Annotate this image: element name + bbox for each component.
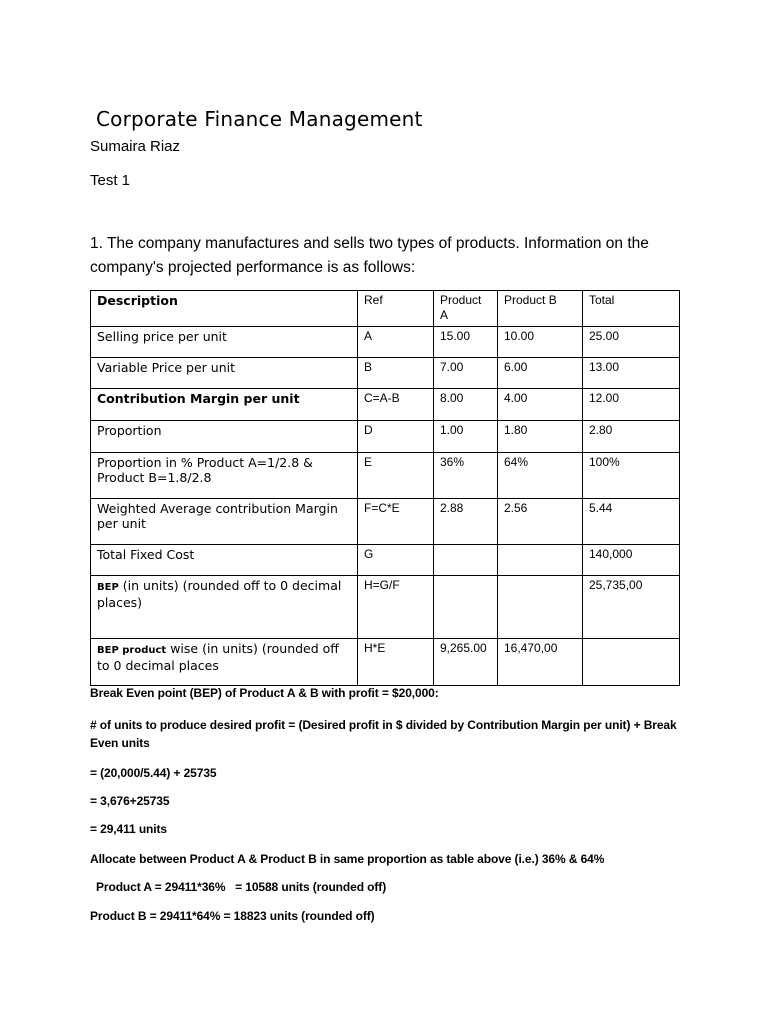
note-product-a: Product A = 29411*36% = 10588 units (rounded off): [96, 880, 387, 894]
row-product-b: 4.00: [498, 389, 583, 421]
row-product-a: 7.00: [434, 358, 498, 389]
note-bep-profit-heading: Break Even point (BEP) of Product A & B with profit = $20,000:: [90, 686, 439, 700]
table-row: [91, 453, 680, 499]
row-total: 140,000: [583, 545, 680, 576]
table-row: [91, 421, 680, 453]
row-product-a: 15.00: [434, 327, 498, 358]
row-description-prefix: BEP: [97, 582, 119, 593]
row-product-a: [434, 545, 498, 576]
row-total: 12.00: [583, 389, 680, 421]
row-description: Contribution Margin per unit: [91, 389, 358, 421]
document-title: Corporate Finance Management: [96, 107, 423, 131]
row-ref: H=G/F: [358, 576, 434, 639]
row-ref: C=A-B: [358, 389, 434, 421]
row-description-text: (in units) (rounded off to 0 decimal places): [97, 578, 342, 610]
row-product-a: [434, 576, 498, 639]
row-product-b: 1.80: [498, 421, 583, 453]
table-row: [91, 499, 680, 545]
row-product-a: 8.00: [434, 389, 498, 421]
row-description: [91, 639, 358, 686]
note-step-1: = (20,000/5.44) + 25735: [90, 766, 217, 780]
row-description: Variable Price per unit: [91, 358, 358, 389]
row-product-a: 2.88: [434, 499, 498, 545]
table-header-row: [91, 291, 680, 327]
row-total: [583, 639, 680, 686]
row-description: [91, 576, 358, 639]
header-total: Total: [583, 291, 680, 327]
row-ref: F=C*E: [358, 499, 434, 545]
performance-table: [90, 290, 680, 686]
note-formula: # of units to produce desired profit = (Desired profit in $ divided by Contribution Margin per unit) + Break Even units: [90, 718, 677, 750]
table-row: [91, 545, 680, 576]
header-ref: Ref: [358, 291, 434, 327]
row-description: Selling price per unit: [91, 327, 358, 358]
row-product-a: 9,265.00: [434, 639, 498, 686]
row-product-a: 36%: [434, 453, 498, 499]
row-product-b: 10.00: [498, 327, 583, 358]
row-product-b: [498, 545, 583, 576]
table-row: [91, 327, 680, 358]
note-step-3: = 29,411 units: [90, 822, 167, 836]
row-ref: A: [358, 327, 434, 358]
row-total: 2.80: [583, 421, 680, 453]
row-description: Proportion in % Product A=1/2.8 & Product B=1.8/2.8: [91, 453, 358, 499]
row-ref: D: [358, 421, 434, 453]
row-description: Weighted Average contribution Margin per unit: [91, 499, 358, 545]
row-total: 13.00: [583, 358, 680, 389]
row-total: 5.44: [583, 499, 680, 545]
header-product-a: Product A: [434, 291, 498, 327]
row-description-text: wise (in units) (rounded off to 0 decimal places: [97, 641, 339, 673]
header-product-b: Product B: [498, 291, 583, 327]
row-ref: B: [358, 358, 434, 389]
row-description: Total Fixed Cost: [91, 545, 358, 576]
table-row: [91, 358, 680, 389]
test-label: Test 1: [90, 172, 131, 189]
question-text: 1. The company manufactures and sells two types of products. Information on the company's projected performance is as follows:: [90, 235, 649, 276]
row-ref: G: [358, 545, 434, 576]
row-product-b: 64%: [498, 453, 583, 499]
row-ref: H*E: [358, 639, 434, 686]
note-step-2: = 3,676+25735: [90, 794, 170, 808]
row-description: Proportion: [91, 421, 358, 453]
row-product-b: 16,470,00: [498, 639, 583, 686]
row-total: 100%: [583, 453, 680, 499]
table-row: [91, 389, 680, 421]
row-product-b: [498, 576, 583, 639]
row-description-prefix: BEP product: [97, 645, 167, 656]
note-product-b: Product B = 29411*64% = 18823 units (rounded off): [90, 909, 375, 923]
row-product-b: 6.00: [498, 358, 583, 389]
row-total: 25.00: [583, 327, 680, 358]
row-ref: E: [358, 453, 434, 499]
table-row: [91, 576, 680, 639]
row-product-a: 1.00: [434, 421, 498, 453]
row-product-b: 2.56: [498, 499, 583, 545]
note-allocation: Allocate between Product A & Product B in same proportion as table above (i.e.) 36% & 64%: [90, 852, 605, 866]
table-row: [91, 639, 680, 686]
header-description: Description: [91, 291, 358, 327]
author-name: Sumaira Riaz: [90, 138, 181, 155]
row-total: 25,735,00: [583, 576, 680, 639]
